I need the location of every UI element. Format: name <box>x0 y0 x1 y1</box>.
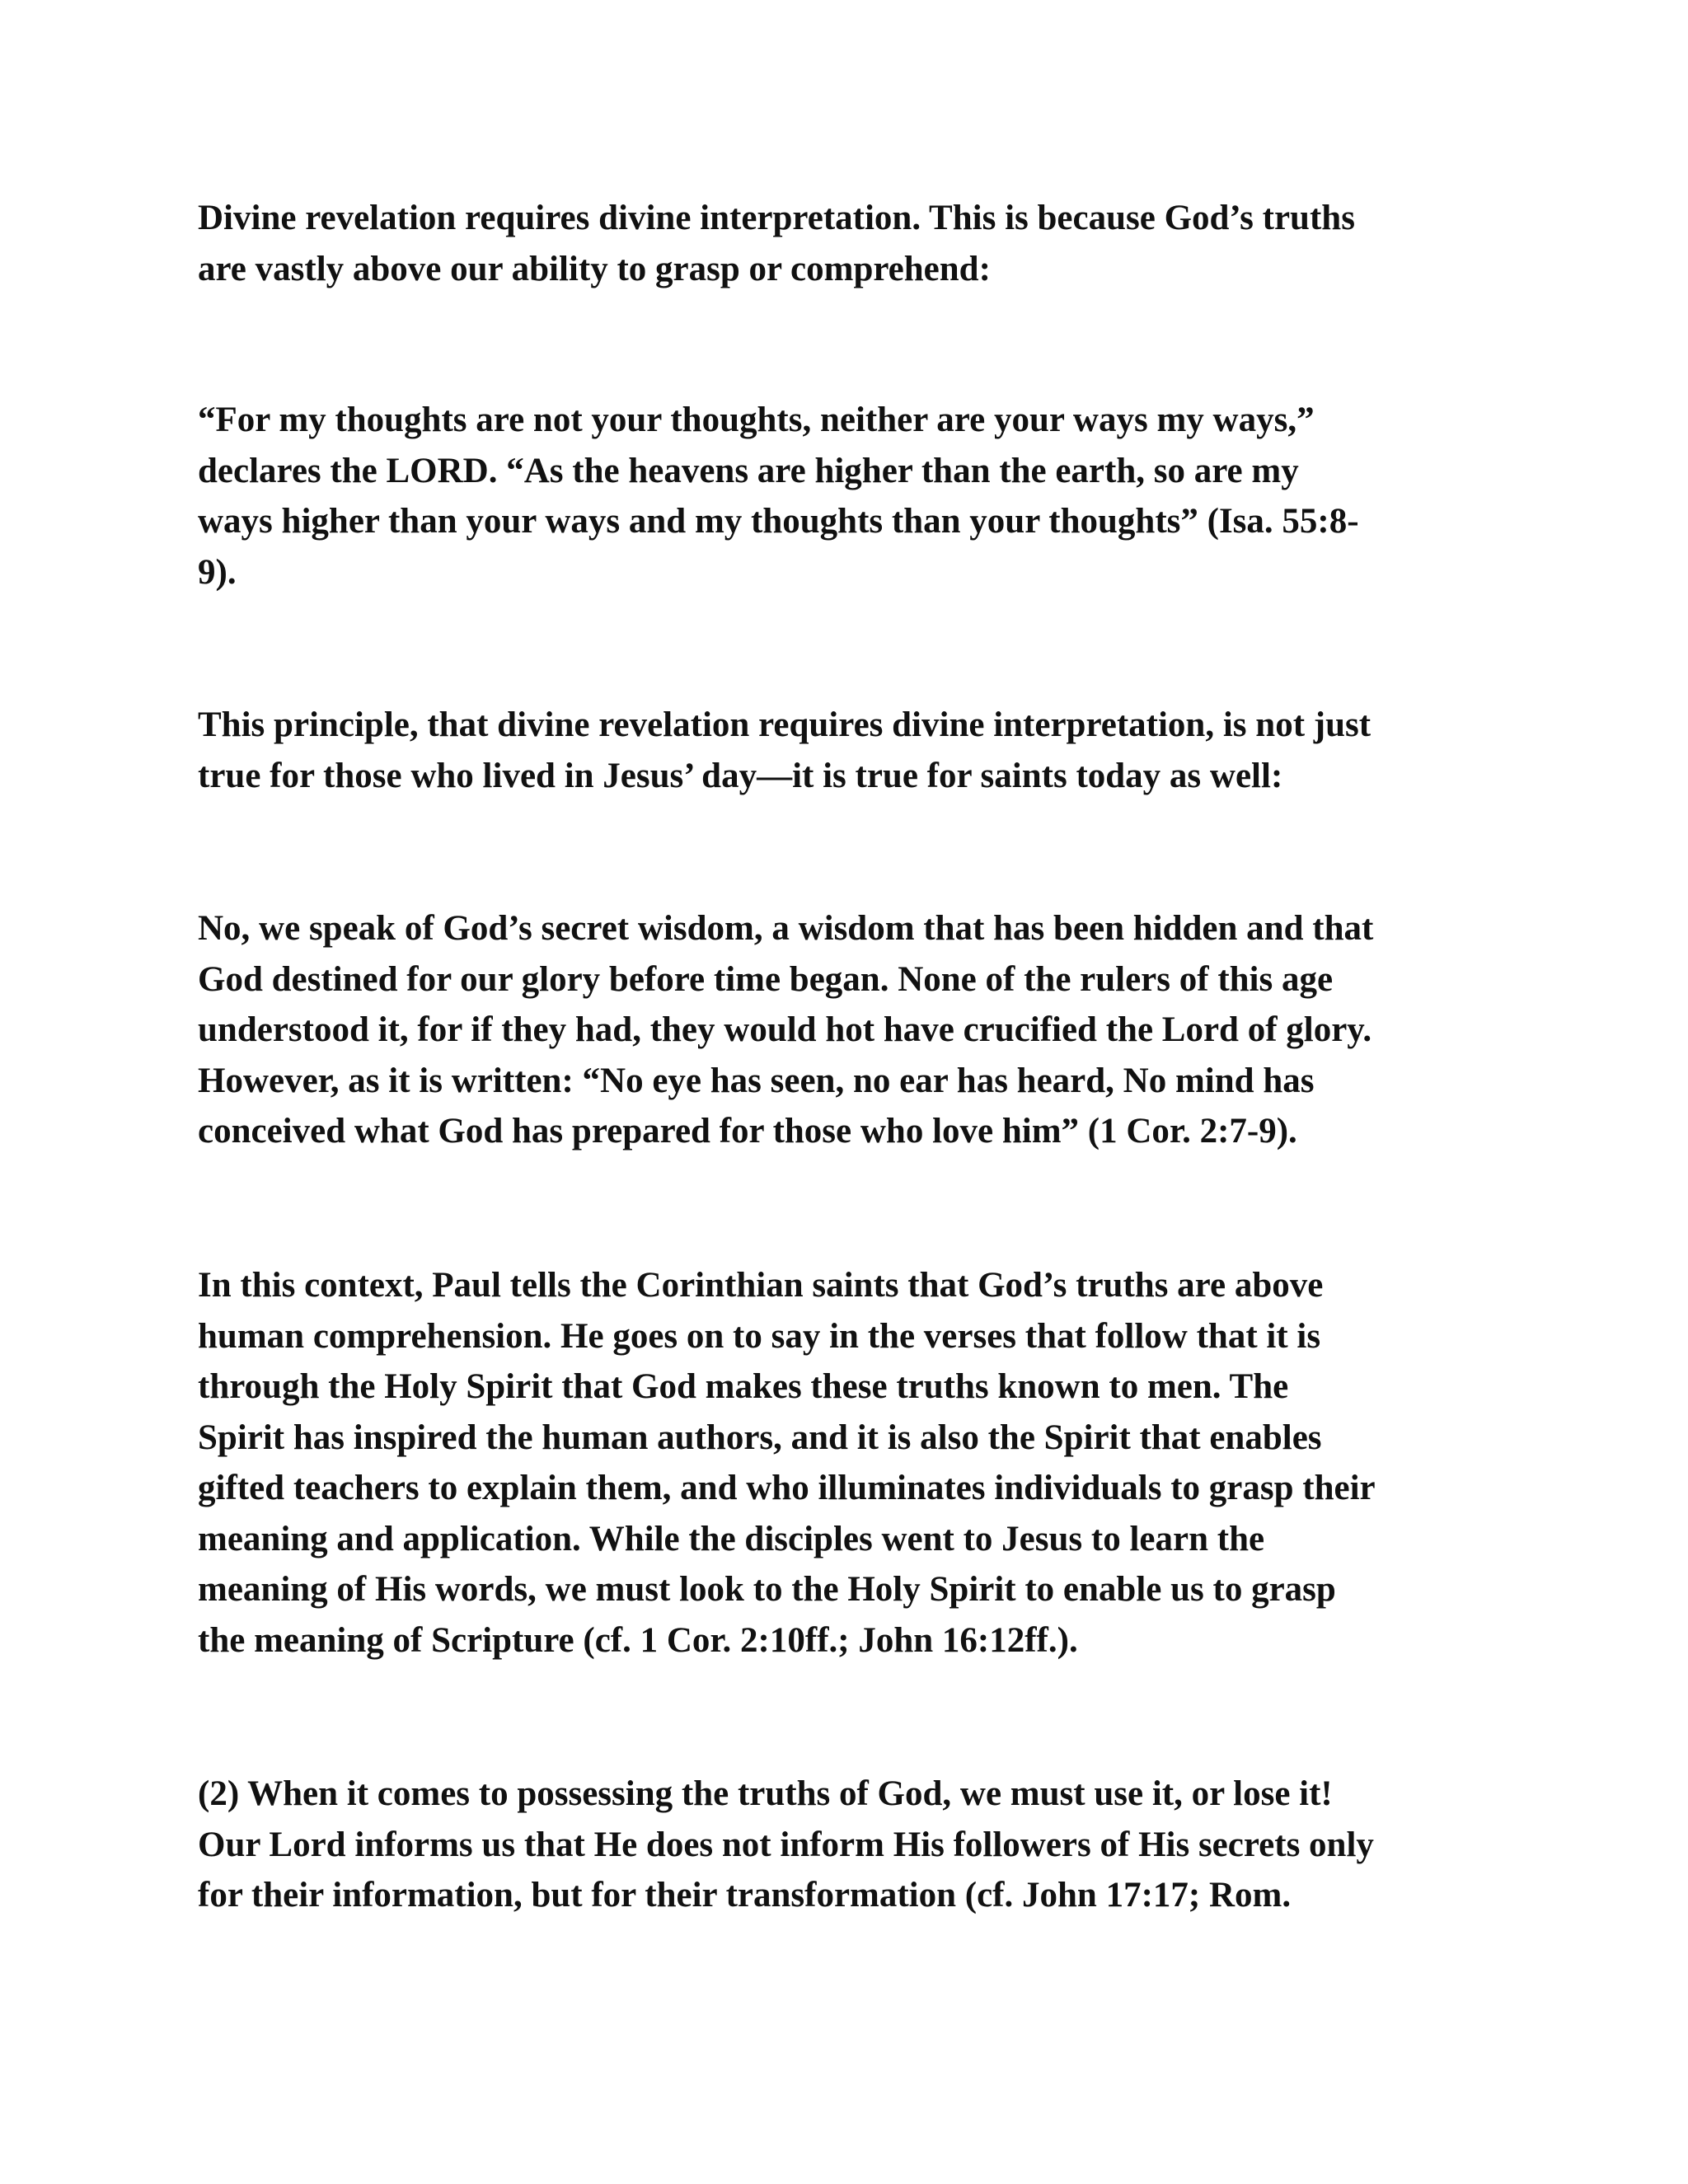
paragraph-isaiah-quote <box>198 395 1500 598</box>
text-line: Our Lord informs us that He does not inform His followers of His secrets only <box>198 1825 1374 1864</box>
text-line: for their information, but for their transformation (cf. John 17:17; Rom. <box>198 1876 1292 1915</box>
text-line: Spirit has inspired the human authors, and it is also the Spirit that enables <box>198 1418 1322 1457</box>
text-line: (2) When it comes to possessing the truths of God, we must use it, or lose it! <box>198 1774 1333 1813</box>
text-line: In this context, Paul tells the Corinthian saints that God’s truths are above <box>198 1266 1324 1305</box>
text-line: 9). <box>198 552 237 592</box>
text-line: “For my thoughts are not your thoughts, neither are your ways my ways,” <box>198 401 1315 439</box>
text-line: ways higher than your ways and my thoughts than your thoughts” (Isa. 55:8- <box>198 502 1359 541</box>
paragraph-corinthians-quote <box>198 903 1500 1157</box>
text-line: are vastly above our ability to grasp or comprehend: <box>198 249 991 288</box>
paragraph-intro <box>198 193 1500 294</box>
text-line: Divine revelation requires divine interpretation. This is because God’s truths <box>198 199 1355 237</box>
text-line: This principle, that divine revelation requires divine interpretation, is not just <box>198 705 1372 744</box>
paragraph-point-two <box>198 1769 1500 1921</box>
text-line: true for those who lived in Jesus’ day—it is true for saints today as well: <box>198 756 1283 795</box>
text-line: through the Holy Spirit that God makes these truths known to men. The <box>198 1367 1289 1406</box>
paragraph-context <box>198 1260 1500 1666</box>
text-line: declares the LORD. “As the heavens are higher than the earth, so are my <box>198 451 1299 490</box>
text-line: God destined for our glory before time began. None of the rulers of this age <box>198 959 1334 999</box>
text-line: However, as it is written: “No eye has seen, no ear has heard, No mind has <box>198 1061 1315 1100</box>
text-line: human comprehension. He goes on to say in the verses that follow that it is <box>198 1316 1321 1356</box>
paragraph-principle <box>198 700 1500 801</box>
text-line: No, we speak of God’s secret wisdom, a wisdom that has been hidden and that <box>198 909 1374 948</box>
text-line: meaning of His words, we must look to the Holy Spirit to enable us to grasp <box>198 1570 1336 1609</box>
text-line: meaning and application. While the disciples went to Jesus to learn the <box>198 1519 1265 1558</box>
text-line: gifted teachers to explain them, and who illuminates individuals to grasp their <box>198 1469 1376 1507</box>
text-line: understood it, for if they had, they would hot have crucified the Lord of glory. <box>198 1010 1372 1049</box>
text-line: the meaning of Scripture (cf. 1 Cor. 2:10ff.; John 16:12ff.). <box>198 1620 1078 1660</box>
text-line: conceived what God has prepared for those who love him” (1 Cor. 2:7-9). <box>198 1112 1297 1151</box>
